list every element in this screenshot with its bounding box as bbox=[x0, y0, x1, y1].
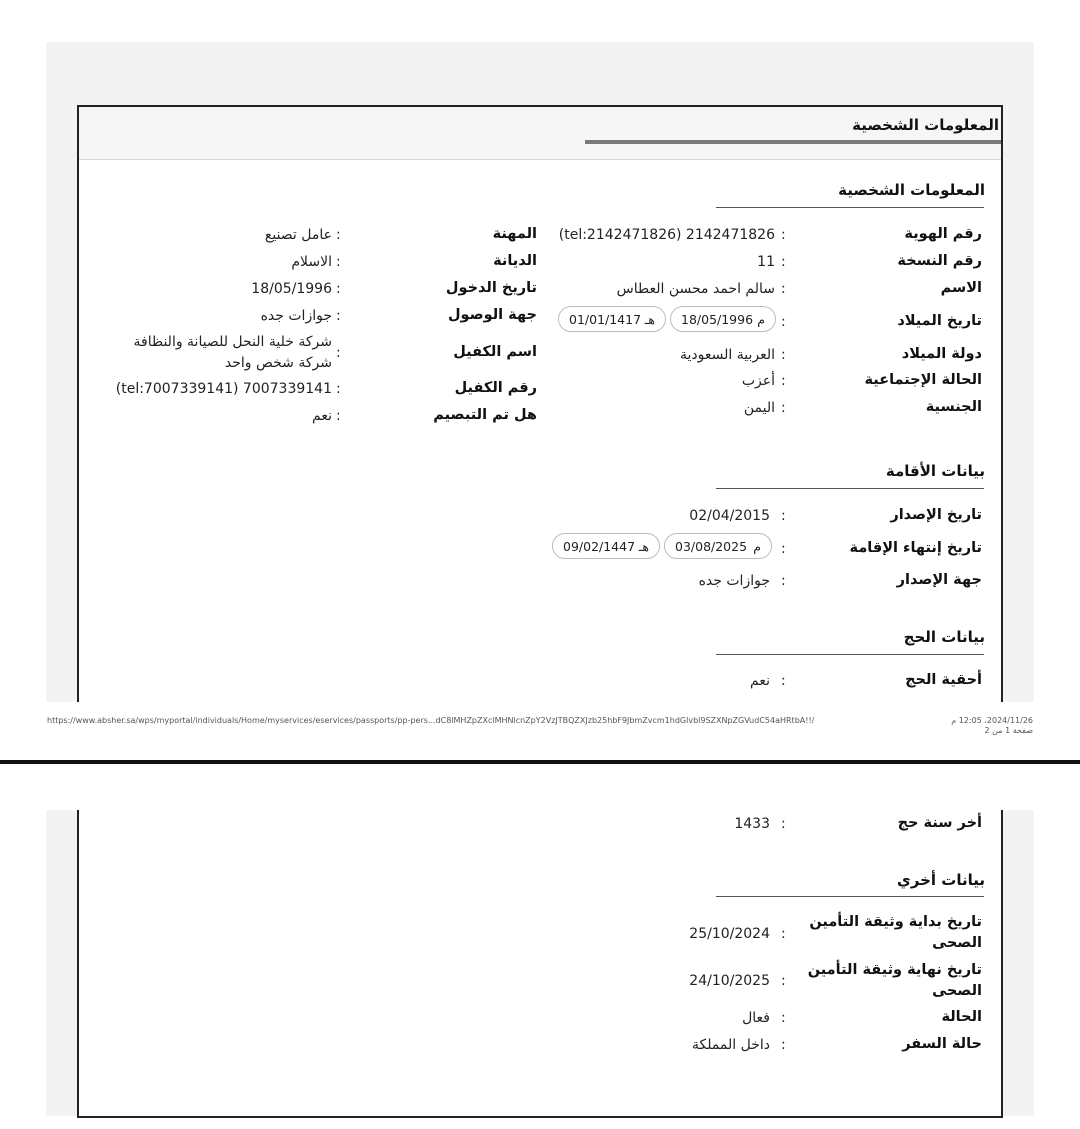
colon: : bbox=[781, 314, 786, 330]
value-insurance-start: 25/10/2024 bbox=[689, 926, 770, 942]
label-issuing-authority: جهة الإصدار bbox=[896, 572, 982, 588]
colon: : bbox=[781, 227, 786, 243]
date-value: 18/05/1996 bbox=[681, 311, 754, 327]
colon: : bbox=[336, 227, 341, 243]
panel-tab-indicator bbox=[585, 140, 1001, 144]
value-sponsor-name-line1: شركة خلية النحل للصيانة والنظافة bbox=[133, 334, 332, 350]
value-entry-date: 18/05/1996 bbox=[251, 281, 332, 297]
birth-date-hijri-pill bbox=[558, 306, 666, 332]
label-insurance-start-line1: تاريخ بداية وثيقة التأمين bbox=[809, 914, 982, 930]
colon: : bbox=[781, 816, 786, 832]
date-value: 09/02/1447 bbox=[563, 538, 636, 554]
colon: : bbox=[781, 1010, 786, 1026]
colon: : bbox=[781, 673, 786, 689]
label-religion: الديانة bbox=[493, 253, 537, 269]
value-id-number[interactable]: (tel:2142471826) 2142471826 bbox=[558, 227, 775, 243]
value-sponsor-number[interactable]: (tel:7007339141) 7007339141 bbox=[115, 381, 332, 397]
section-title-personal: المعلومات الشخصية bbox=[838, 181, 985, 199]
colon: : bbox=[781, 373, 786, 389]
value-religion: الاسلام bbox=[291, 254, 332, 270]
gregorian-marker: م bbox=[757, 311, 765, 327]
section-rule bbox=[716, 488, 984, 489]
colon: : bbox=[781, 973, 786, 989]
label-occupation: المهنة bbox=[492, 226, 537, 242]
section-rule bbox=[716, 896, 984, 897]
colon: : bbox=[781, 508, 786, 524]
label-last-hajj-year: أخر سنة حج bbox=[897, 815, 982, 831]
label-birth-country: دولة الميلاد bbox=[901, 346, 982, 362]
section-title-residency: بيانات الأقامة bbox=[885, 462, 985, 480]
label-hajj-eligibility: أحقية الحج bbox=[905, 672, 982, 688]
label-fingerprinted: هل تم التبصيم bbox=[433, 407, 537, 423]
print-datetime: 2024/11/26، 12:05 م bbox=[951, 716, 1033, 725]
value-arrival-port: جوازات جده bbox=[260, 308, 332, 324]
section-title-other: بيانات أخري bbox=[897, 871, 985, 889]
hijri-marker: هـ bbox=[644, 311, 655, 327]
colon: : bbox=[781, 254, 786, 270]
colon: : bbox=[781, 1037, 786, 1053]
value-status: فعال bbox=[742, 1010, 770, 1026]
value-last-hajj-year: 1433 bbox=[734, 816, 770, 832]
section-rule bbox=[716, 207, 984, 208]
expiry-hijri-pill bbox=[552, 533, 660, 559]
value-sponsor-name-line2: شركة شخص واحد bbox=[224, 355, 332, 371]
value-marital-status: أعزب bbox=[741, 373, 775, 389]
value-nationality: اليمن bbox=[743, 400, 775, 416]
colon: : bbox=[781, 400, 786, 416]
colon: : bbox=[781, 573, 786, 589]
page-separator bbox=[0, 760, 1080, 764]
colon: : bbox=[336, 345, 341, 361]
colon: : bbox=[336, 381, 341, 397]
label-copy-number: رقم النسخة bbox=[897, 253, 982, 269]
value-fingerprinted: نعم bbox=[312, 408, 332, 424]
label-nationality: الجنسية bbox=[925, 399, 982, 415]
value-hajj-eligibility: نعم bbox=[750, 673, 770, 689]
label-birth-date: تاريخ الميلاد bbox=[897, 313, 982, 329]
colon: : bbox=[336, 281, 341, 297]
value-issuing-authority: جوازات جده bbox=[698, 573, 770, 589]
value-travel-status: داخل المملكة bbox=[691, 1037, 770, 1053]
panel-header bbox=[79, 107, 1001, 160]
value-occupation: عامل تصنيع bbox=[264, 227, 332, 243]
print-page-number: صفحة 1 من 2 bbox=[984, 726, 1033, 735]
label-residency-expiry: تاريخ إنتهاء الإقامة bbox=[849, 540, 982, 556]
label-entry-date: تاريخ الدخول bbox=[445, 280, 537, 296]
value-birth-country: العربية السعودية bbox=[680, 347, 775, 363]
label-id-number: رقم الهوية bbox=[904, 226, 982, 242]
label-marital-status: الحالة الإجتماعية bbox=[864, 372, 982, 388]
value-copy-number: 11 bbox=[757, 254, 775, 270]
label-travel-status: حالة السفر bbox=[902, 1036, 982, 1052]
colon: : bbox=[781, 281, 786, 297]
label-insurance-end-line1: تاريخ نهاية وثيقة التأمين bbox=[807, 962, 982, 978]
print-url: https://www.absher.sa/wps/myportal/individuals/Home/myservices/eservices/passports/pp-pers...dC8lMHZpZXclMHNlcnZpY2VzJTBQZXJzb25hbF9JbmZvcm1hdGlvbl9SZXNpZGVudC54aHRtbA!!/ bbox=[47, 716, 815, 725]
section-rule bbox=[716, 654, 984, 655]
label-status: الحالة bbox=[941, 1009, 982, 1025]
label-sponsor-name: اسم الكفيل bbox=[453, 344, 537, 360]
label-insurance-start-line2: الصحى bbox=[932, 935, 982, 951]
birth-date-gregorian-pill bbox=[670, 306, 776, 332]
colon: : bbox=[336, 308, 341, 324]
section-title-hajj: بيانات الحج bbox=[903, 628, 985, 646]
value-issue-date: 02/04/2015 bbox=[689, 508, 770, 524]
value-name: سالم احمد محسن العطاس bbox=[616, 281, 775, 297]
date-value: 01/01/1417 bbox=[569, 311, 642, 327]
label-name: الاسم bbox=[940, 280, 982, 296]
colon: : bbox=[781, 347, 786, 363]
expiry-gregorian-pill bbox=[664, 533, 772, 559]
label-issue-date: تاريخ الإصدار bbox=[890, 507, 982, 523]
colon: : bbox=[336, 408, 341, 424]
value-insurance-end: 24/10/2025 bbox=[689, 973, 770, 989]
colon: : bbox=[781, 926, 786, 942]
label-sponsor-number: رقم الكفيل bbox=[454, 380, 537, 396]
colon: : bbox=[781, 541, 786, 557]
label-arrival-port: جهة الوصول bbox=[447, 307, 537, 323]
panel-title: المعلومات الشخصية bbox=[852, 116, 999, 134]
date-value: 03/08/2025 bbox=[675, 538, 748, 554]
hijri-marker: هـ bbox=[638, 538, 649, 554]
colon: : bbox=[336, 254, 341, 270]
label-insurance-end-line2: الصحى bbox=[932, 983, 982, 999]
gregorian-marker: م bbox=[753, 538, 761, 554]
